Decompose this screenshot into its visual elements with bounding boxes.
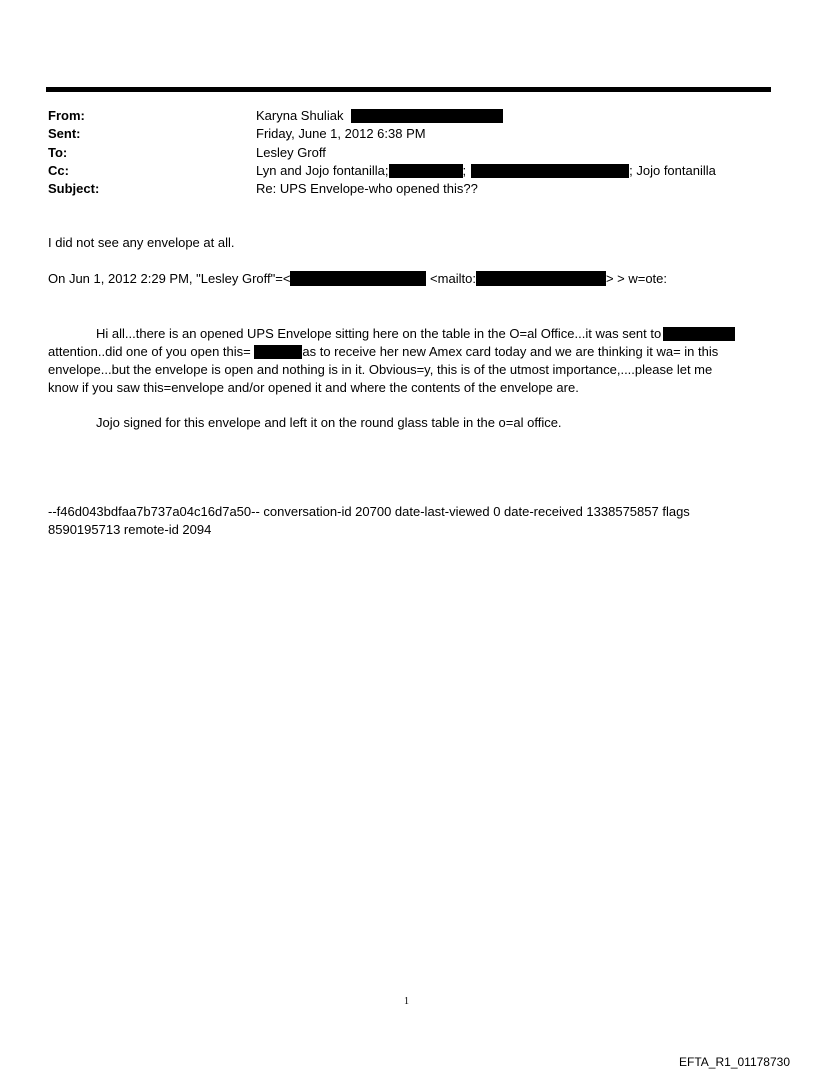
reply-text: I did not see any envelope at all. [48,235,235,250]
from-value [256,108,503,123]
from-name: Karyna Shuliak [256,108,344,123]
redaction-box [254,345,302,359]
redaction-box [351,109,503,123]
redaction-box [389,164,463,178]
quote-intro-part-a: On Jun 1, 2012 2:29 PM, "Lesley Groff"=< [48,271,291,286]
from-label: From: [48,108,85,123]
redaction-box [471,164,629,178]
quote-intro-part-b: <mailto: [430,271,476,286]
sent-label: Sent: [48,126,81,141]
cc-label: Cc: [48,163,69,178]
para1-line4: know if you saw this=envelope and/or opened it and where the contents of the envelope are. [48,380,579,395]
cc-recipient-1: Lyn and Jojo fontanilla; [256,163,389,178]
redaction-box [290,271,426,286]
to-label: To: [48,145,68,160]
para1-line3: envelope...but the envelope is open and nothing is in it. Obvious=y, this is of the utmost importance,....please let me [48,362,713,377]
header-rule [46,87,771,92]
sent-value: Friday, June 1, 2012 6:38 PM [256,126,426,141]
subject-label: Subject: [48,181,100,196]
para2: Jojo signed for this envelope and left it on the round glass table in the o=al office. [96,415,562,430]
redaction-box [663,327,735,341]
quote-intro [48,270,667,288]
cc-separator: ; [462,163,467,178]
cc-value [256,163,716,178]
page-number: 1 [404,996,409,1007]
subject-value: Re: UPS Envelope-who opened this?? [256,181,478,196]
meta-line-2: 8590195713 remote-id 2094 [48,522,212,537]
para1-line2-text-a: attention..did one of you open this= [48,344,251,359]
para1-line2 [48,343,718,361]
para1-line1-text: Hi all...there is an opened UPS Envelope sitting here on the table in the O=al Office...it was sent to [96,326,662,341]
redaction-box [476,271,606,286]
para1-line1 [96,325,735,343]
meta-line-1: --f46d043bdfaa7b737a04c16d7a50-- conversation-id 20700 date-last-viewed 0 date-received 1338575857 flags [48,504,690,519]
para1-line2-text-b: as to receive her new Amex card today and we are thinking it wa= in this [302,344,719,359]
quote-intro-part-c: > > w=ote: [605,271,668,286]
to-value: Lesley Groff [256,145,326,160]
cc-recipient-3: ; Jojo fontanilla [629,163,716,178]
document-id: EFTA_R1_01178730 [679,1055,790,1069]
